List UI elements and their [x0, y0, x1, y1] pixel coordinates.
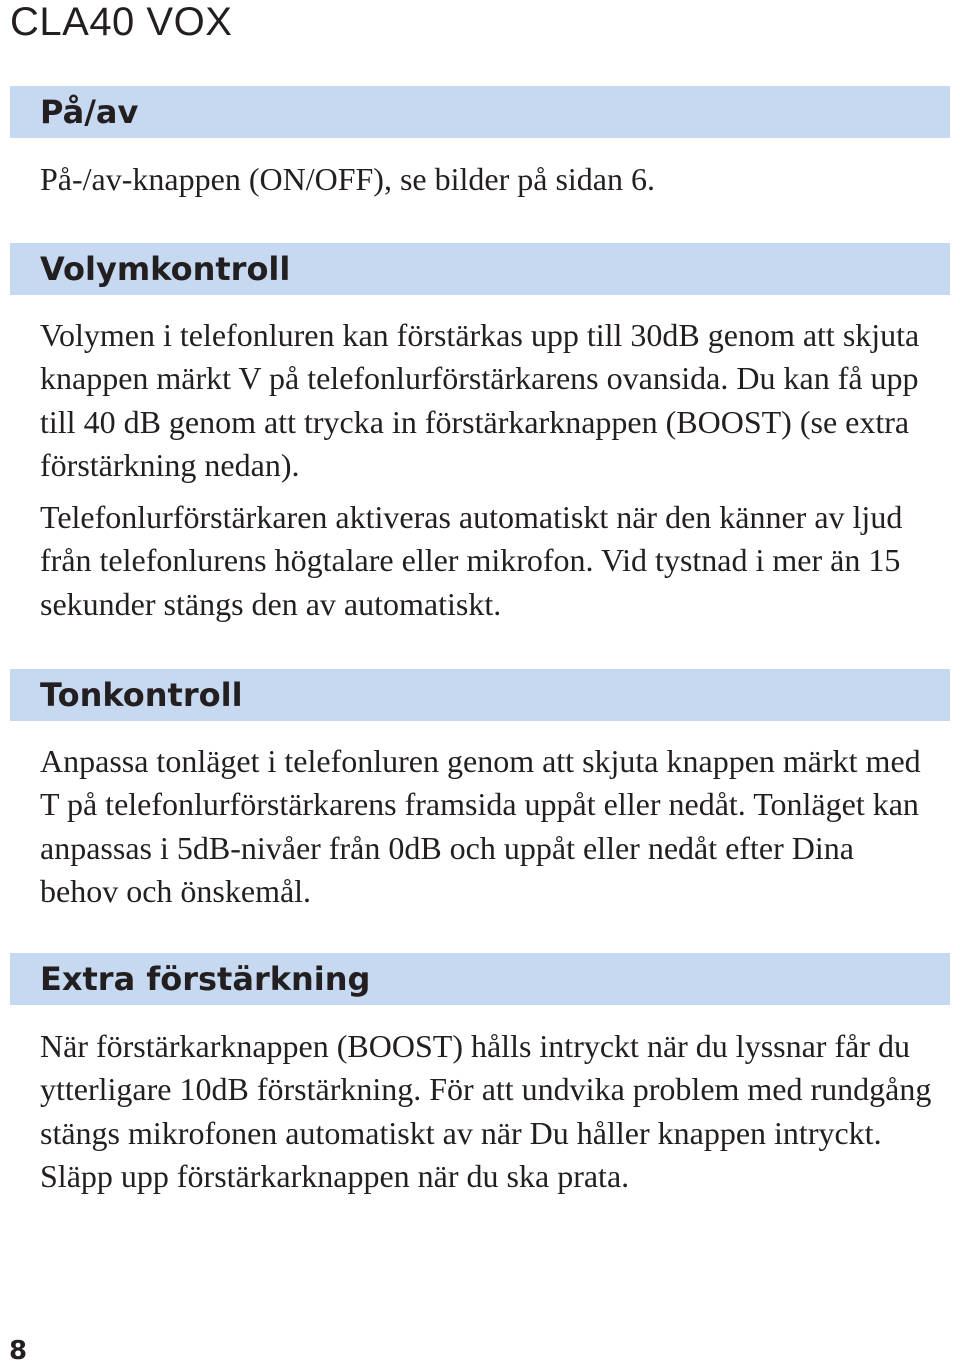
paragraph: Volymen i telefonluren kan förstärkas upp till 30dB genom att skjuta knappen märkt V på telefonlurförstärkarens ovansida. Du kan få upp till 40 dB genom att trycka in förstärkarknappen (BOOST) (se extra förstärkning nedan).	[40, 317, 920, 484]
document-title: CLA40 VOX	[10, 0, 233, 44]
page-number: 8	[9, 1336, 28, 1366]
paragraph: Telefonlurförstärkaren aktiveras automatiskt när den känner av ljud från telefonlurens högtalare eller mikrofon. Vid tystnad i mer än 15 sekunder stängs den av automatiskt.	[40, 499, 903, 622]
section-heading: Tonkontroll	[40, 676, 243, 714]
section-heading: Volymkontroll	[40, 250, 291, 288]
section-heading: Extra förstärkning	[40, 960, 371, 998]
paragraph: När förstärkarknappen (BOOST) hålls intryckt när du lyssnar får du ytterligare 10dB förstärkning. För att undvika problem med rundgång stängs mikrofonen automatiskt av när Du håller knappen intryckt. Släpp upp förstärkarknappen när du ska prata.	[40, 1028, 932, 1195]
section-heading: På/av	[40, 93, 139, 131]
section-header-tonkontroll	[10, 669, 950, 721]
paragraph: På-/av-knappen (ON/OFF), se bilder på sidan 6.	[40, 161, 655, 197]
paragraph: Anpassa tonläget i telefonluren genom att skjuta knappen märkt med T på telefonlurförstärkarens framsida uppåt eller nedåt. Tonläget kan anpassas i 5dB-nivåer från 0dB och uppåt eller nedåt efter Dina behov och önskemål.	[40, 743, 921, 910]
section-header-extra-forstarkning	[10, 953, 950, 1005]
section-header-volymkontroll	[10, 243, 950, 295]
section-header-pa-av	[10, 86, 950, 138]
